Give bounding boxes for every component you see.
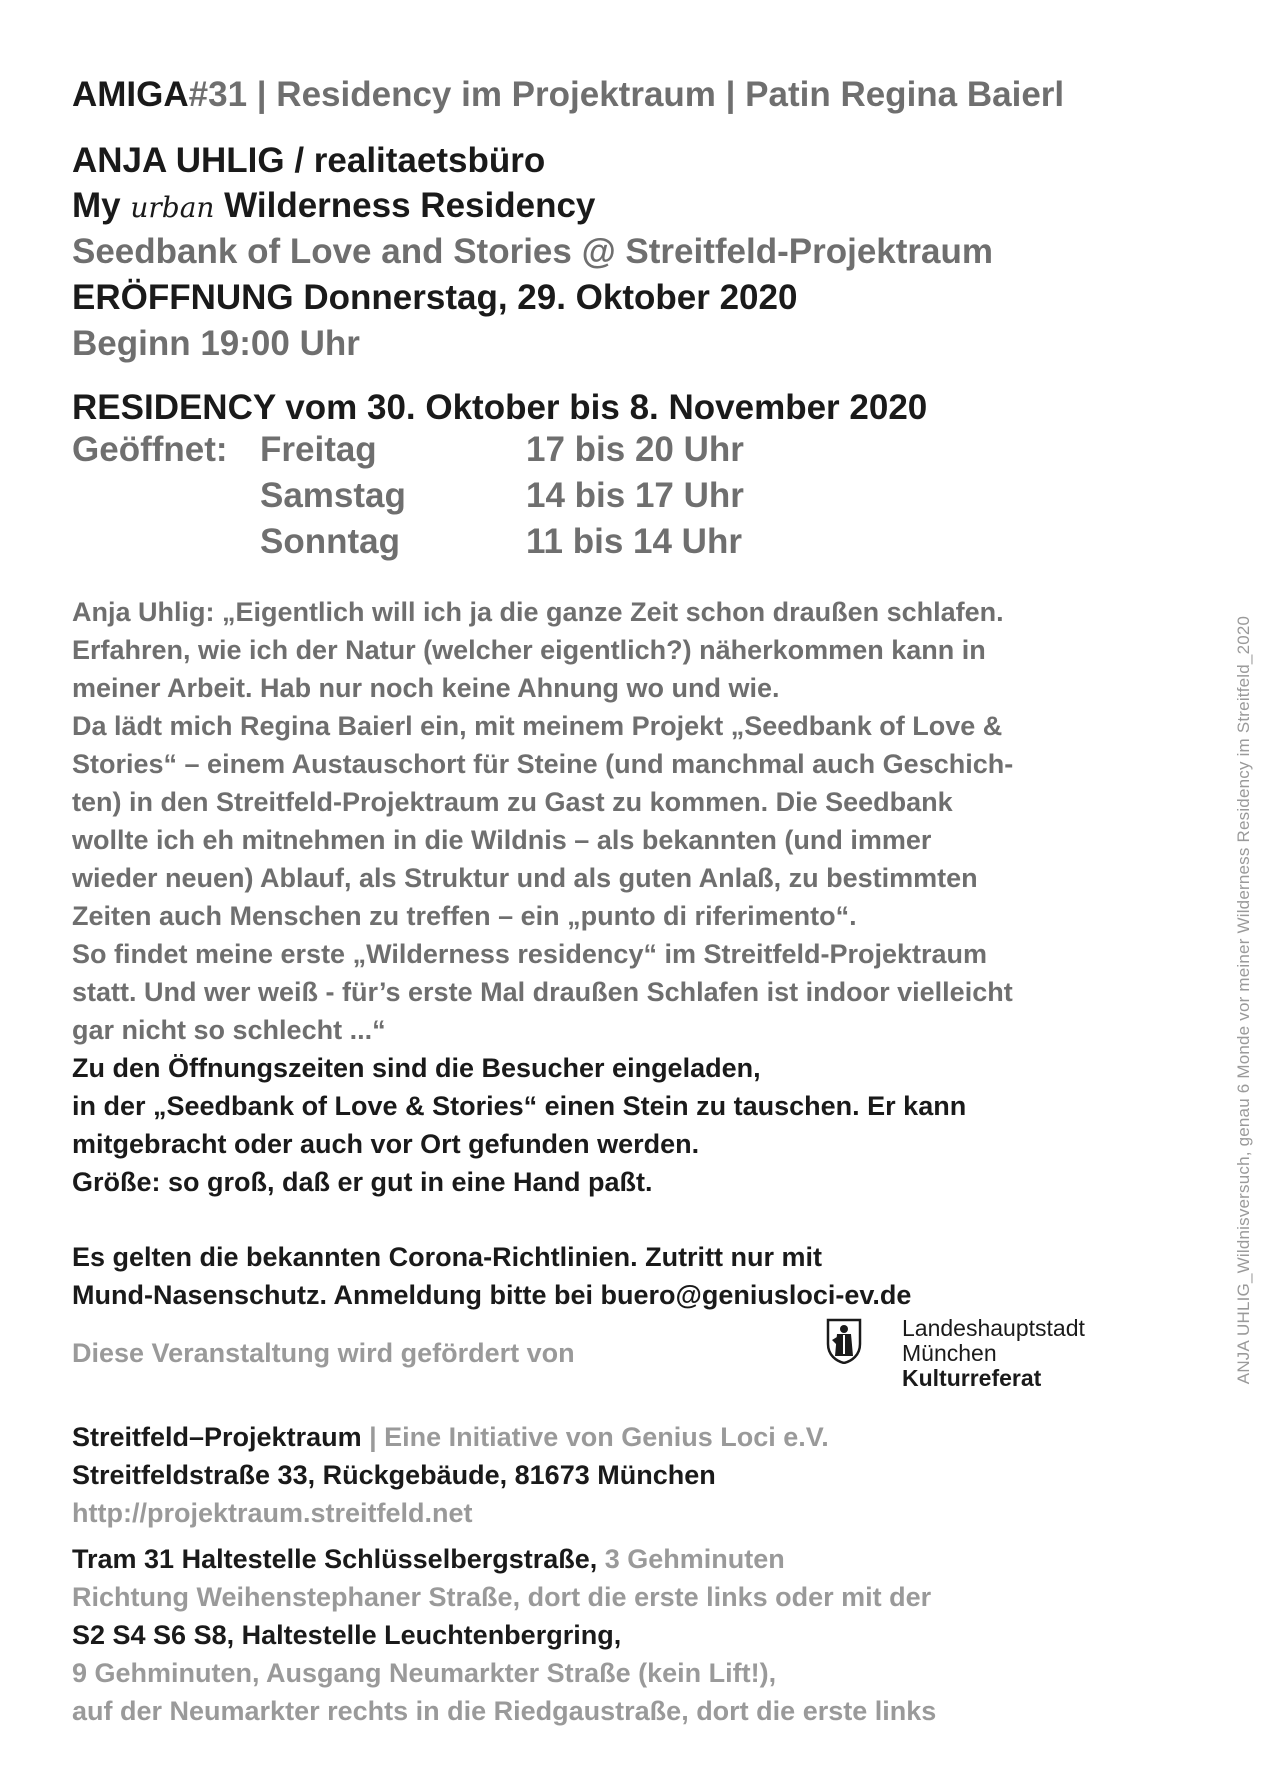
title-wilderness: Wilderness Residency: [214, 186, 596, 225]
artist-quote: [72, 593, 1013, 1049]
logo-munich-line: München: [902, 1340, 997, 1366]
directions-line: Richtung Weihenstephaner Straße, dort die erste links oder mit der: [72, 1582, 932, 1612]
residency-dates: RESIDENCY vom 30. Oktober bis 8. November 2020: [72, 388, 928, 427]
quote-line: meiner Arbeit. Hab nur noch keine Ahnung wo und wie.: [72, 673, 780, 703]
quote-line: gar nicht so schlecht ...“: [72, 1015, 386, 1045]
directions-tram-walk: 3 Gehminuten: [597, 1544, 785, 1574]
logo-city-line: Landeshauptstadt: [902, 1315, 1085, 1341]
invite-line: mitgebracht oder auch vor Ort gefunden werden.: [72, 1129, 700, 1159]
hours-row: [72, 519, 792, 565]
quote-line: Stories“ – einem Austauschort für Steine (und manchmal auch Geschich-: [72, 749, 1014, 779]
logo-department-line: Kulturreferat: [902, 1365, 1042, 1391]
quote-line: Erfahren, wie ich der Natur (welcher eigentlich?) näherkommen kann in: [72, 635, 986, 665]
directions-sbahn: S2 S4 S6 S8, Haltestelle Leuchtenbergring,: [72, 1620, 622, 1650]
title-amiga: AMIGA: [72, 75, 189, 114]
venue-name: Streitfeld–Projektraum: [72, 1422, 362, 1452]
title-urban: urban: [130, 191, 215, 224]
sponsor-text: Diese Veranstaltung wird gefördert von: [72, 1338, 575, 1368]
corona-notice: [72, 1238, 911, 1314]
quote-line: Zeiten auch Menschen zu treffen – ein „punto di riferimento“.: [72, 901, 857, 931]
venue-separator: |: [361, 1422, 385, 1452]
venue-url[interactable]: http://projektraum.streitfeld.net: [72, 1498, 473, 1528]
title-rest: #31 | Residency im Projektraum | Patin Regina Baierl: [188, 75, 1065, 114]
quote-line: ten) in den Streitfeld-Projektraum zu Gast zu kommen. Die Seedbank: [72, 787, 953, 817]
venue-address: Streitfeldstraße 33, Rückgebäude, 81673 München: [72, 1460, 716, 1490]
opening-date: ERÖFFNUNG Donnerstag, 29. Oktober 2020: [72, 278, 798, 317]
quote-line: wollte ich eh mitnehmen in die Wildnis – als bekannten (und immer: [72, 825, 932, 855]
corona-line: Es gelten die bekannten Corona-Richtlinien. Zutritt nur mit: [72, 1242, 823, 1272]
quote-line: So findet meine erste „Wilderness residency“ im Streitfeld-Projektraum: [72, 939, 988, 969]
hours-row: [72, 427, 792, 473]
hours-time: 17 bis 20 Uhr: [526, 430, 744, 469]
directions-tram: Tram 31 Haltestelle Schlüsselbergstraße,: [72, 1544, 598, 1574]
directions-line: 9 Gehminuten, Ausgang Neumarkter Straße (kein Lift!),: [72, 1658, 777, 1688]
opening-start-time: Beginn 19:00 Uhr: [72, 324, 360, 363]
invite-line: Zu den Öffnungszeiten sind die Besucher eingeladen,: [72, 1053, 761, 1083]
invite-line: in der „Seedbank of Love & Stories“ einen Stein zu tauschen. Er kann: [72, 1091, 967, 1121]
hours-label: Geöffnet:: [72, 430, 228, 469]
event-title: [72, 72, 1064, 118]
corona-line: Mund-Nasenschutz. Anmeldung bitte bei buero@geniusloci-ev.de: [72, 1280, 912, 1310]
title-my: My: [72, 186, 131, 225]
hours-time: 14 bis 17 Uhr: [526, 476, 744, 515]
quote-line: Anja Uhlig: „Eigentlich will ich ja die ganze Zeit schon draußen schlafen.: [72, 597, 1004, 627]
munich-coat-of-arms-icon: [826, 1318, 862, 1364]
city-logo-text: [902, 1316, 1085, 1391]
hours-time: 11 bis 14 Uhr: [526, 522, 742, 561]
hours-day: Sonntag: [260, 522, 400, 561]
hours-row: [72, 473, 792, 519]
venue-initiative: Eine Initiative von Genius Loci e.V.: [384, 1422, 829, 1452]
artist-name: ANJA UHLIG / realitaetsbüro: [72, 141, 546, 180]
opening-hours: [72, 427, 792, 565]
vertical-caption: ANJA UHLIG_Wildnisversuch, genau 6 Monde vor meiner Wilderness Residency im Streitfeld_2020: [1234, 615, 1253, 1385]
invite-line: Größe: so groß, daß er gut in eine Hand paßt.: [72, 1167, 653, 1197]
hours-day: Freitag: [260, 430, 377, 469]
quote-line: statt. Und wer weiß - für’s erste Mal draußen Schlafen ist indoor vielleicht: [72, 977, 1013, 1007]
project-title: [72, 183, 595, 231]
directions: [72, 1540, 936, 1730]
project-subtitle: Seedbank of Love and Stories @ Streitfeld-Projektraum: [72, 232, 994, 271]
directions-line: auf der Neumarkter rechts in die Riedgaustraße, dort die erste links: [72, 1696, 937, 1726]
venue-info: [72, 1418, 829, 1532]
hours-day: Samstag: [260, 476, 406, 515]
visitor-invitation: [72, 1049, 966, 1201]
quote-line: Da lädt mich Regina Baierl ein, mit meinem Projekt „Seedbank of Love &: [72, 711, 1003, 741]
quote-line: wieder neuen) Ablauf, als Struktur und als guten Anlaß, zu bestimmten: [72, 863, 978, 893]
